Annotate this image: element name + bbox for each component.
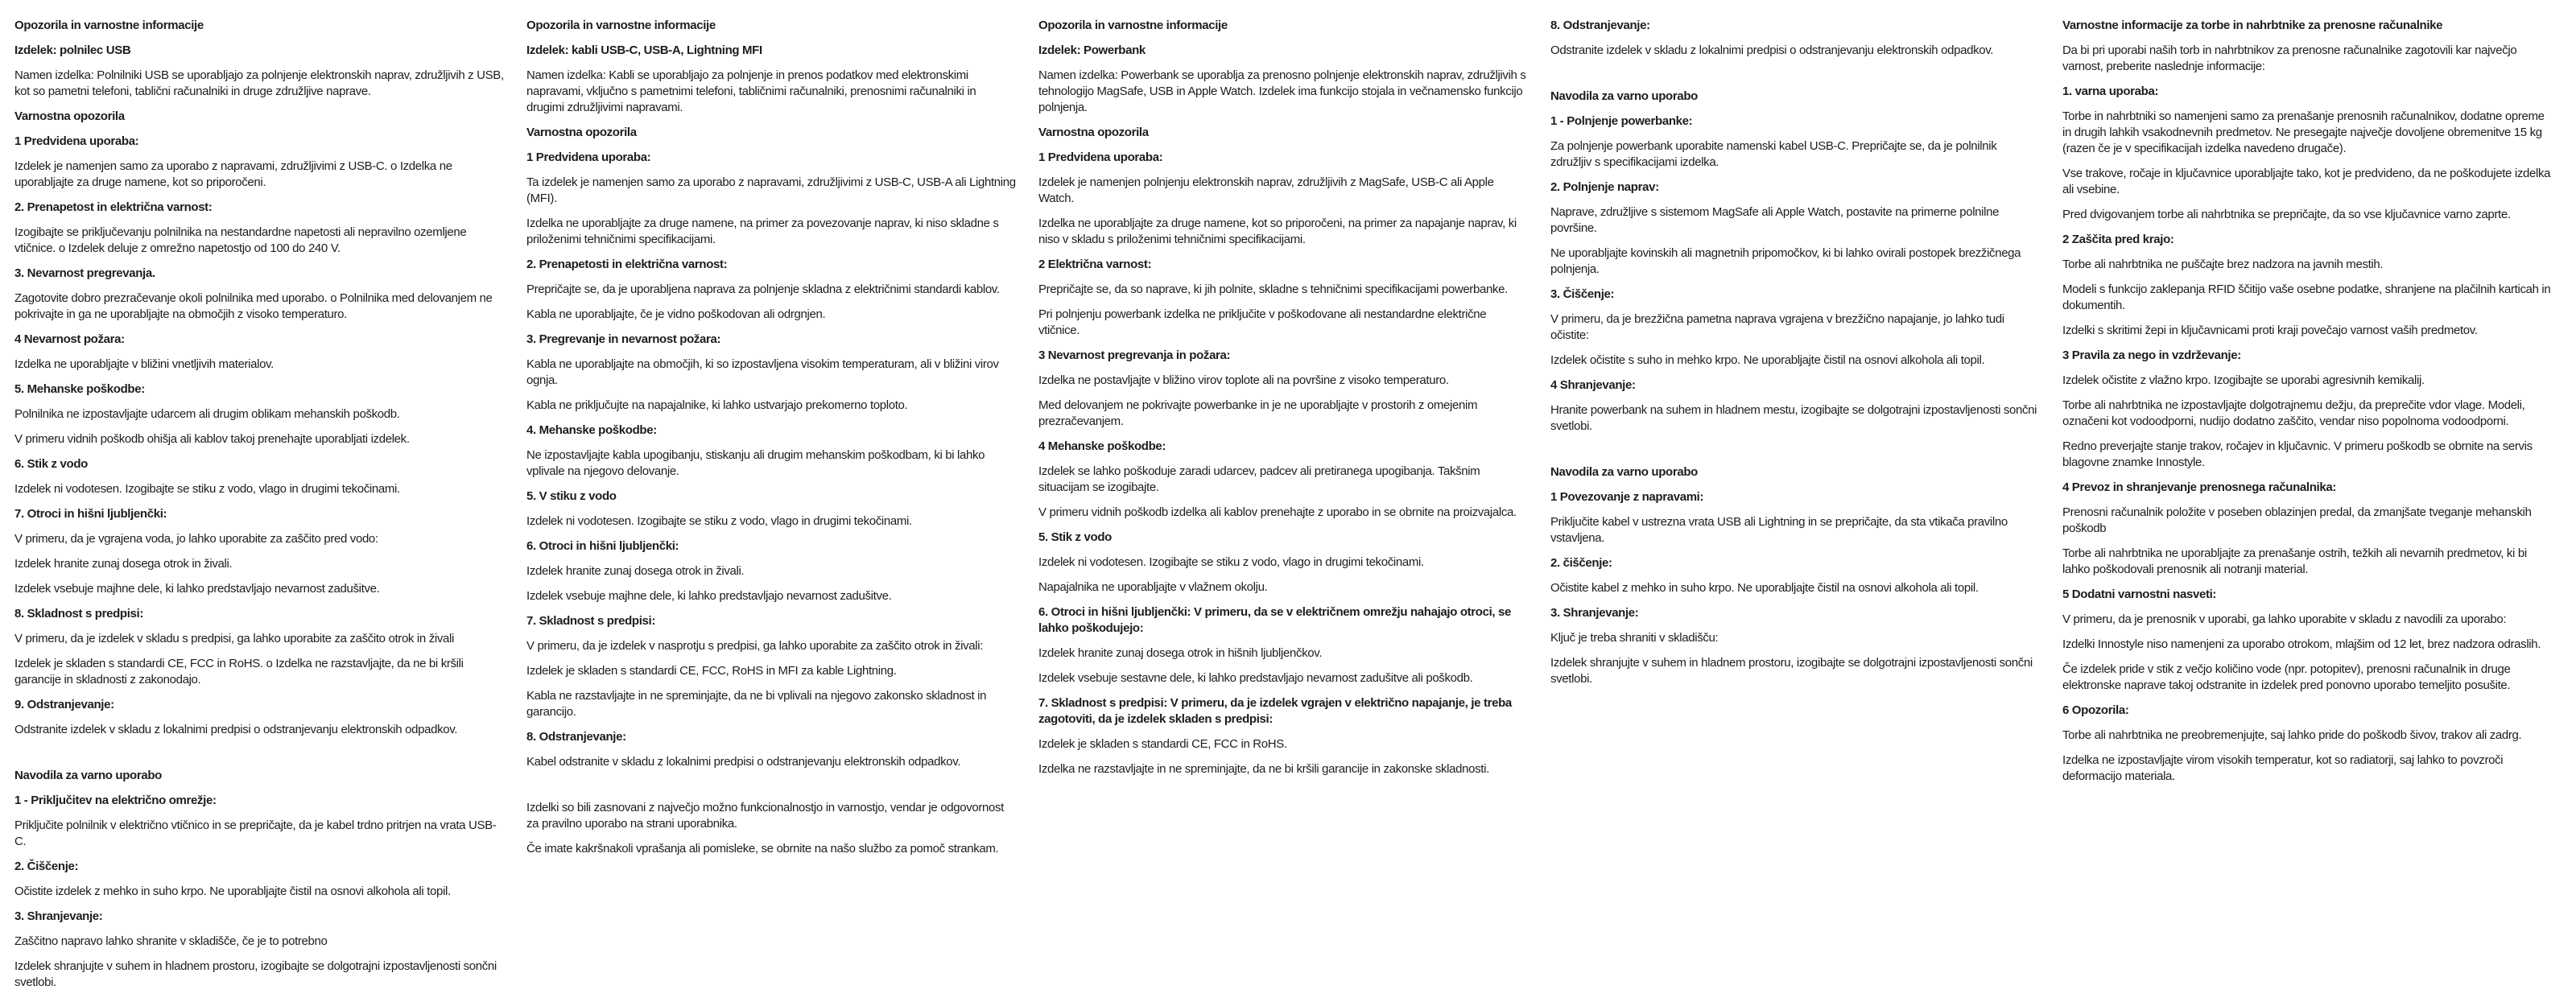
section-gap	[1550, 443, 2040, 464]
section-heading: Navodila za varno uporabo	[1550, 465, 1698, 479]
section-gap	[526, 779, 1016, 800]
section-heading: 3. Shranjevanje:	[14, 909, 103, 923]
section-heading: 2. Polnjenje naprav:	[1550, 180, 1659, 194]
section-heading: 2. čiščenje:	[1550, 556, 1612, 570]
column-2	[526, 18, 1038, 1000]
section-heading: 4 Prevoz in shranjevanje prenosnega računalnika:	[2062, 480, 2336, 494]
paragraph: Prepričajte se, da so naprave, ki jih polnite, skladne s tehničnimi specifikacijami powerbanke.	[1038, 282, 1508, 296]
section-heading: 4 Nevarnost požara:	[14, 332, 125, 346]
section-heading: 1 - Priključitev na električno omrežje:	[14, 794, 217, 807]
section-heading: 3 Nevarnost pregrevanja in požara:	[1038, 348, 1231, 362]
paragraph: Hranite powerbank na suhem in hladnem mestu, izogibajte se dolgotrajni izpostavljenosti sončni svetlobi.	[1550, 403, 2037, 433]
paragraph: Kabla ne uporabljajte na območjih, ki so izpostavljena visokim temperaturam, ali v bližini virov ognja.	[526, 357, 999, 387]
paragraph: Izdelek ni vodotesen. Izogibajte se stiku z vodo, vlago in drugimi tekočinami.	[526, 514, 912, 528]
paragraph: Izdelka ne uporabljajte v bližini vnetljivih materialov.	[14, 357, 274, 371]
section-heading: 2 Električna varnost:	[1038, 258, 1152, 271]
section-heading: 7. Skladnost s predpisi:	[526, 614, 655, 628]
paragraph: V primeru, da je prenosnik v uporabi, ga lahko uporabite v skladu z navodili za uporabo:	[2062, 612, 2507, 626]
section-heading: 3. Pregrevanje in nevarnost požara:	[526, 332, 721, 346]
paragraph: Če izdelek pride v stik z večjo količino vode (npr. potopitev), prenosni računalnik in druge elektronske naprave takoj odstranite in izdelek pred ponovno uporabo temeljito posušite.	[2062, 662, 2511, 692]
paragraph: Ta izdelek je namenjen samo za uporabo z napravami, združljivimi z USB-C, USB-A ali Lightning (MFI).	[526, 175, 1016, 205]
section-heading: 5 Dodatni varnostni nasveti:	[2062, 588, 2217, 601]
section-heading: 8. Odstranjevanje:	[1550, 19, 1650, 32]
paragraph: Izdelek vsebuje sestavne dele, ki lahko predstavljajo nevarnost zadušitve ali poškodb.	[1038, 671, 1473, 685]
paragraph: Izdelki s skritimi žepi in ključavnicami proti kraji povečajo varnost vaših predmetov.	[2062, 324, 2478, 337]
paragraph: Torbe ali nahrbtnika ne preobremenjujte, saj lahko pride do poškodb šivov, trakov ali zadrg.	[2062, 728, 2522, 742]
section-heading: 8. Skladnost s predpisi:	[14, 607, 143, 621]
section-heading: 6 Opozorila:	[2062, 703, 2129, 717]
paragraph: Torbe ali nahrbtnika ne uporabljajte za prenašanje ostrih, težkih ali nevarnih predmetov, ki bi lahko poškodovali prenosnik ali notranji material.	[2062, 546, 2527, 576]
paragraph: Izdelek se lahko poškoduje zaradi udarcev, padcev ali pretiranega upogibanja. Takšnim situacijam se izogibajte.	[1038, 464, 1480, 494]
paragraph: V primeru, da je izdelek v nasprotju s predpisi, ga lahko uporabite za zaščito otrok in živali:	[526, 639, 984, 653]
column-4	[1550, 18, 2062, 1000]
section-heading: Opozorila in varnostne informacije	[1038, 19, 1228, 32]
paragraph: Namen izdelka: Polnilniki USB se uporabljajo za polnjenje elektronskih naprav, združljivih z USB, kot so pametni telefoni, tablični računalniki in druge združljive naprave.	[14, 68, 504, 98]
paragraph: Napajalnika ne uporabljajte v vlažnem okolju.	[1038, 580, 1268, 594]
section-heading: 5. Stik z vodo	[1038, 530, 1112, 544]
section-heading: 1 - Polnjenje powerbanke:	[1550, 114, 1693, 128]
paragraph: Izdelka ne postavljajte v bližino virov toplote ali na površine z visoko temperaturo.	[1038, 373, 1449, 387]
section-gap	[14, 747, 504, 768]
section-gap	[1550, 68, 2040, 89]
paragraph: V primeru vidnih poškodb izdelka ali kablov prenehajte z uporabo in se obrnite na proizvajalca.	[1038, 505, 1517, 519]
paragraph: V primeru, da je brezžična pametna naprava vgrajena v brezžično napajanje, jo lahko tudi očistite:	[1550, 312, 2004, 342]
section-heading: Izdelek: kabli USB-C, USB-A, Lightning MFI	[526, 43, 762, 57]
section-heading: 1 Predvidena uporaba:	[1038, 150, 1163, 164]
section-heading: 9. Odstranjevanje:	[14, 698, 114, 711]
paragraph: Modeli s funkcijo zaklepanja RFID ščitijo vaše osebne podatke, shranjene na plačilnih karticah in dokumentih.	[2062, 282, 2551, 312]
section-heading: 3. Shranjevanje:	[1550, 606, 1639, 620]
section-heading: 4 Shranjevanje:	[1550, 378, 1636, 392]
paragraph: Da bi pri uporabi naših torb in nahrbtnikov za prenosne računalnike zagotovili kar največjo varnost, preberite naslednje informacije:	[2062, 43, 2517, 73]
section-heading: 6. Otroci in hišni ljubljenčki: V primeru, da se v električnem omrežju nahajajo otroci, se lahko poškodujejo:	[1038, 605, 1512, 635]
paragraph: Izdelka ne izpostavljajte virom visokih temperatur, kot so radiatorji, saj lahko to povzroči deformacijo materiala.	[2062, 753, 2504, 783]
section-heading: 4 Mehanske poškodbe:	[1038, 439, 1166, 453]
paragraph: V primeru, da je vgrajena voda, jo lahko uporabite za zaščito pred vodo:	[14, 532, 378, 546]
paragraph: Izdelek ni vodotesen. Izogibajte se stiku z vodo, vlago in drugimi tekočinami.	[14, 482, 400, 496]
paragraph: Odstranite izdelek v skladu z lokalnimi predpisi o odstranjevanju elektronskih odpadkov.	[14, 723, 458, 736]
paragraph: Kabla ne priključujte na napajalnike, ki lahko ustvarjajo prekomerno toploto.	[526, 398, 908, 412]
paragraph: Kabla ne uporabljajte, če je vidno poškodovan ali odrgnjen.	[526, 307, 826, 321]
section-heading: Izdelek: polnilec USB	[14, 43, 131, 57]
paragraph: Med delovanjem ne pokrivajte powerbanke in je ne uporabljajte v prostorih z omejenim prezračevanjem.	[1038, 398, 1478, 428]
paragraph: Izdelek shranjujte v suhem in hladnem prostoru, izogibajte se dolgotrajni izpostavljenosti sončni svetlobi.	[1550, 656, 2033, 686]
paragraph: Izdelek shranjujte v suhem in hladnem prostoru, izogibajte se dolgotrajni izpostavljenosti sončni svetlobi.	[14, 959, 497, 989]
paragraph: Prepričajte se, da je uporabljena naprava za polnjenje skladna z električnimi standardi kablov.	[526, 282, 1000, 296]
section-heading: 6. Stik z vodo	[14, 457, 88, 471]
paragraph: Zagotovite dobro prezračevanje okoli polnilnika med uporabo. o Polnilnika med delovanjem ne pokrivajte in ga ne uporabljajte na območjih z visoko temperaturo.	[14, 291, 493, 321]
section-heading: Varnostna opozorila	[1038, 126, 1149, 139]
paragraph: Ne uporabljajte kovinskih ali magnetnih pripomočkov, ki bi lahko ovirali postopek brezžičnega polnjenja.	[1550, 246, 2021, 276]
paragraph: Izdelka ne uporabljajte za druge namene, na primer za povezovanje naprav, ki niso skladne s priloženimi tehničnimi specifikacijami.	[526, 216, 999, 246]
paragraph: Izdelek vsebuje majhne dele, ki lahko predstavljajo nevarnost zadušitve.	[526, 589, 892, 603]
paragraph: Odstranite izdelek v skladu z lokalnimi predpisi o odstranjevanju elektronskih odpadkov.	[1550, 43, 1994, 57]
section-heading: 4. Mehanske poškodbe:	[526, 423, 657, 437]
section-heading: 8. Odstranjevanje:	[526, 730, 626, 744]
paragraph: Prenosni računalnik položite v poseben oblazinjen predal, da zmanjšate tveganje mehanskih poškodb	[2062, 505, 2532, 535]
section-heading: 2. Prenapetost in električna varnost:	[14, 200, 213, 214]
section-heading: Opozorila in varnostne informacije	[14, 19, 204, 32]
paragraph: Pri polnjenju powerbank izdelka ne priključite v poškodovane ali nestandardne električne vtičnice.	[1038, 307, 1487, 337]
section-heading: 1. varna uporaba:	[2062, 85, 2159, 98]
paragraph: Izdelek hranite zunaj dosega otrok in živali.	[14, 557, 233, 571]
paragraph: Izdelek hranite zunaj dosega otrok in živali.	[526, 564, 745, 578]
paragraph: Naprave, združljive s sistemom MagSafe ali Apple Watch, postavite na primerne polnilne površine.	[1550, 205, 2000, 235]
paragraph: Izdelek je namenjen samo za uporabo z napravami, združljivimi z USB-C. o Izdelka ne uporabljajte za druge namene, kot so priporočeni.	[14, 159, 452, 189]
section-heading: Navodila za varno uporabo	[1550, 89, 1698, 103]
section-heading: Opozorila in varnostne informacije	[526, 19, 716, 32]
paragraph: Priključite kabel v ustrezna vrata USB ali Lightning in se prepričajte, da sta vtikača pravilno vstavljena.	[1550, 515, 2008, 545]
paragraph: Ključ je treba shraniti v skladišču:	[1550, 631, 1719, 645]
paragraph: Vse trakove, ročaje in ključavnice uporabljajte tako, kot je predvideno, da ne poškodujete izdelka ali vsebine.	[2062, 167, 2551, 196]
section-heading: 1 Predvidena uporaba:	[14, 134, 139, 148]
paragraph: Izdelek je skladen s standardi CE, FCC in RoHS. o Izdelka ne razstavljajte, da ne bi kršili garancije in skladnosti z zakonodajo.	[14, 657, 464, 686]
section-heading: Varnostna opozorila	[14, 109, 125, 123]
paragraph: Kabla ne razstavljajte in ne spreminjajte, da ne bi vplivali na njegovo zakonsko skladnost in garancijo.	[526, 689, 987, 719]
section-heading: Varnostne informacije za torbe in nahrbtnike za prenosne računalnike	[2062, 19, 2443, 32]
paragraph: Torbe in nahrbtniki so namenjeni samo za prenašanje prenosnih računalnikov, dodatne opreme in drugih lahkih vsakodnevnih predmetov. Ne presegajte največje dovoljene obremenitve 15 kg (razen če je v specifikacijah izdelka navedeno drugače).	[2062, 109, 2545, 155]
paragraph: Izdelek je skladen s standardi CE, FCC in RoHS.	[1038, 737, 1287, 751]
column-1	[14, 18, 526, 1000]
section-heading: Varnostna opozorila	[526, 126, 637, 139]
column-5	[2062, 18, 2574, 1000]
section-heading: 6. Otroci in hišni ljubljenčki:	[526, 539, 679, 553]
paragraph: Izdelka ne razstavljajte in ne spreminjajte, da ne bi kršili garancije in zakonske skladnosti.	[1038, 762, 1489, 776]
section-heading: 3 Pravila za nego in vzdrževanje:	[2062, 348, 2241, 362]
section-heading: 2. Prenapetosti in električna varnost:	[526, 258, 728, 271]
paragraph: Izdelki Innostyle niso namenjeni za uporabo otrokom, mlajšim od 12 let, brez nadzora odraslih.	[2062, 637, 2541, 651]
paragraph: Polnilnika ne izpostavljajte udarcem ali drugim oblikam mehanskih poškodb.	[14, 407, 400, 421]
paragraph: Izogibajte se priključevanju polnilnika na nestandardne napetosti ali nepravilno ozemljene vtičnice. o Izdelek deluje z omrežno napetostjo od 100 do 240 V.	[14, 225, 467, 255]
section-heading: Izdelek: Powerbank	[1038, 43, 1146, 57]
paragraph: Pred dvigovanjem torbe ali nahrbtnika se prepričajte, da so vse ključavnice varno zaprte.	[2062, 208, 2511, 221]
paragraph: Namen izdelka: Powerbank se uporablja za prenosno polnjenje elektronskih naprav, združljivih s tehnologijo MagSafe, USB in Apple Watch. Izdelek ima funkcijo stojala in večnamensko funkcijo polnjenja.	[1038, 68, 1526, 114]
paragraph: Izdelek hranite zunaj dosega otrok in hišnih ljubljenčkov.	[1038, 646, 1323, 660]
paragraph: Očistite kabel z mehko in suho krpo. Ne uporabljajte čistil na osnovi alkohola ali topil.	[1550, 581, 1979, 595]
paragraph: Kabel odstranite v skladu z lokalnimi predpisi o odstranjevanju elektronskih odpadkov.	[526, 755, 961, 769]
paragraph: Očistite izdelek z mehko in suho krpo. Ne uporabljajte čistil na osnovi alkohola ali topil.	[14, 884, 451, 898]
section-heading: 5. Mehanske poškodbe:	[14, 382, 145, 396]
paragraph: Torbe ali nahrbtnika ne puščajte brez nadzora na javnih mestih.	[2062, 258, 2384, 271]
paragraph: Izdelek je namenjen polnjenju elektronskih naprav, združljivih z MagSafe, USB-C ali Apple Watch.	[1038, 175, 1494, 205]
column-3	[1038, 18, 1550, 1000]
paragraph: Izdelek je skladen s standardi CE, FCC, RoHS in MFI za kable Lightning.	[526, 664, 897, 678]
section-heading: Navodila za varno uporabo	[14, 769, 162, 782]
paragraph: Če imate kakršnakoli vprašanja ali pomisleke, se obrnite na našo službo za pomoč strankam.	[526, 842, 999, 856]
paragraph: Priključite polnilnik v električno vtičnico in se prepričajte, da je kabel trdno pritrjen na vrata USB-C.	[14, 818, 497, 848]
paragraph: Torbe ali nahrbtnika ne izpostavljajte dolgotrajnemu dežju, da preprečite vdor vlage. Modeli, označeni kot vodoodporni, nudijo dodatno zaščito, vendar niso popolnoma vodoodporni.	[2062, 398, 2525, 428]
section-heading: 7. Otroci in hišni ljubljenčki:	[14, 507, 167, 521]
section-heading: 2 Zaščita pred krajo:	[2062, 233, 2174, 246]
paragraph: V primeru vidnih poškodb ohišja ali kablov takoj prenehajte uporabljati izdelek.	[14, 432, 410, 446]
paragraph: Izdelek očistite z vlažno krpo. Izogibajte se uporabi agresivnih kemikalij.	[2062, 373, 2425, 387]
section-heading: 5. V stiku z vodo	[526, 489, 617, 503]
paragraph: Redno preverjajte stanje trakov, ročajev in ključavnic. V primeru poškodb se obrnite na servis blagovne znamke Innostyle.	[2062, 439, 2533, 469]
section-heading: 3. Čiščenje:	[1550, 287, 1615, 301]
section-heading: 1 Predvidena uporaba:	[526, 150, 651, 164]
section-heading: 3. Nevarnost pregrevanja.	[14, 266, 155, 280]
paragraph: Izdelek očistite s suho in mehko krpo. Ne uporabljajte čistil na osnovi alkohola ali topil.	[1550, 353, 1985, 367]
section-heading: 2. Čiščenje:	[14, 860, 79, 873]
section-heading: 1 Povezovanje z napravami:	[1550, 490, 1704, 504]
paragraph: Izdelka ne uporabljajte za druge namene, kot so priporočeni, na primer za napajanje naprav, ki niso v skladu s priloženimi tehničnimi specifikacijami.	[1038, 216, 1517, 246]
paragraph: Za polnjenje powerbank uporabite namenski kabel USB-C. Prepričajte se, da je polnilnik združljiv s specifikacijami izdelka.	[1550, 139, 1997, 169]
section-heading: 7. Skladnost s predpisi: V primeru, da je izdelek vgrajen v električno napajanje, je treba zagotoviti, da je izdelek skladen s predpisi:	[1038, 696, 1512, 726]
paragraph: V primeru, da je izdelek v skladu s predpisi, ga lahko uporabite za zaščito otrok in živali	[14, 632, 454, 645]
paragraph: Namen izdelka: Kabli se uporabljajo za polnjenje in prenos podatkov med elektronskimi napravami, vključno s pametnimi telefoni, tabličnimi računalniki, prenosnimi računalniki in drugimi združljivimi napravami.	[526, 68, 976, 114]
paragraph: Izdelek ni vodotesen. Izogibajte se stiku z vodo, vlago in drugimi tekočinami.	[1038, 555, 1424, 569]
paragraph: Zaščitno napravo lahko shranite v skladišče, če je to potrebno	[14, 934, 328, 948]
paragraph: Izdelek vsebuje majhne dele, ki lahko predstavljajo nevarnost zadušitve.	[14, 582, 380, 596]
paragraph: Ne izpostavljajte kabla upogibanju, stiskanju ali drugim mehanskim poškodbam, ki bi lahko vplivale na njegovo delovanje.	[526, 448, 985, 478]
paragraph: Izdelki so bili zasnovani z največjo možno funkcionalnostjo in varnostjo, vendar je odgovornost za pravilno uporabo na strani uporabnika.	[526, 801, 1004, 831]
